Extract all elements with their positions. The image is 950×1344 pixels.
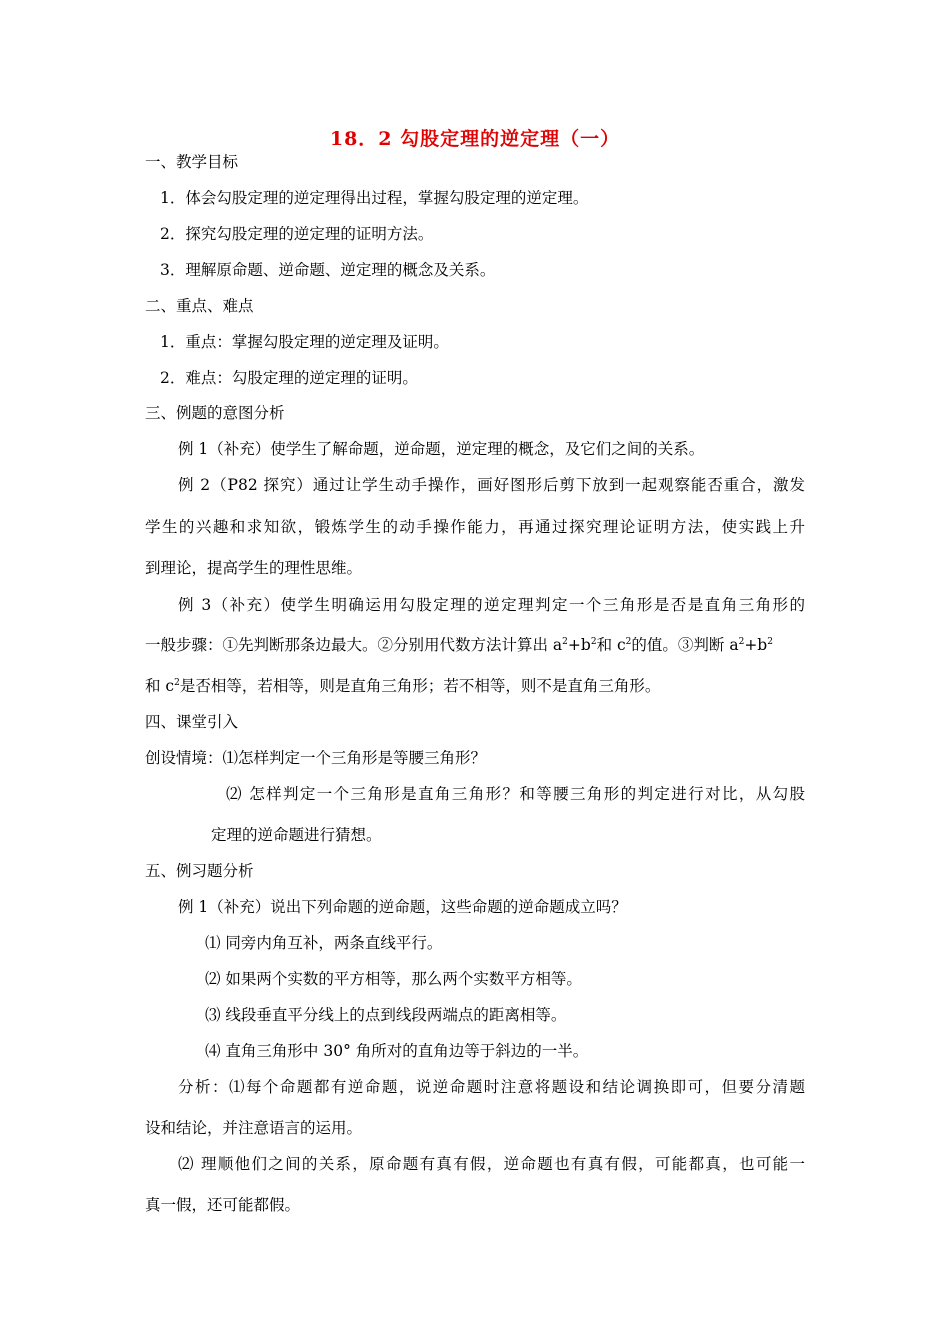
objective-item-1: 1．体会勾股定理的逆定理得出过程，掌握勾股定理的逆定理。	[160, 189, 589, 207]
analysis-line-3: ⑵ 理顺他们之间的关系，原命题有真有假，逆命题也有真有假，可能都真，也可能一	[178, 1155, 805, 1173]
intent-paragraph-2-line-1: 例 2（P82 探究）通过让学生动手操作，画好图形后剪下放到一起观察能否重合，激发	[178, 476, 805, 494]
superscript: 2	[767, 637, 773, 647]
section-heading-objectives: 一、教学目标	[145, 153, 239, 171]
intent-paragraph-3-line-2	[145, 634, 805, 656]
exercise-example-1: 例 1（补充）说出下列命题的逆命题，这些命题的逆命题成立吗？	[178, 898, 627, 916]
section-heading-introduction: 四、课堂引入	[145, 713, 239, 731]
superscript: 2	[625, 637, 632, 647]
section-heading-exercises: 五、例习题分析	[145, 862, 254, 880]
keypoint-item-2: 2．难点：勾股定理的逆定理的证明。	[160, 369, 418, 387]
scenario-line-3: 定理的逆命题进行猜想。	[211, 826, 382, 844]
analysis-line-1: 分析：⑴每个命题都有逆命题，说逆命题时注意将题设和结论调换即可，但要分清题	[178, 1078, 805, 1096]
text-segment: +b	[744, 636, 768, 654]
intent-paragraph-3-line-1: 例 3（补充）使学生明确运用勾股定理的逆定理判定一个三角形是否是直角三角形的	[178, 596, 805, 614]
superscript: 2	[562, 637, 568, 647]
text-segment: 是否相等，若相等，则是直角三角形；若不相等，则不是直角三角形。	[179, 677, 661, 695]
exercise-question-4: ⑷ 直角三角形中 30° 角所对的直角边等于斜边的一半。	[205, 1042, 589, 1060]
intent-paragraph-2-line-3: 到理论，提高学生的理性思维。	[145, 559, 363, 577]
text-segment: 和 c	[596, 636, 626, 654]
objective-item-3: 3．理解原命题、逆命题、逆定理的概念及关系。	[160, 261, 496, 279]
superscript: 2	[590, 637, 597, 647]
text-segment: 一般步骤：①先判断那条边最大。②分别用代数方法计算出 a	[145, 636, 563, 654]
objective-item-2: 2．探究勾股定理的逆定理的证明方法。	[160, 225, 434, 243]
intent-paragraph-1: 例 1（补充）使学生了解命题，逆命题，逆定理的概念，及它们之间的关系。	[178, 440, 705, 458]
exercise-question-3: ⑶ 线段垂直平分线上的点到线段两端点的距离相等。	[205, 1006, 567, 1024]
section-heading-keypoints: 二、重点、难点	[145, 297, 254, 315]
page-title: 18．2 勾股定理的逆定理（一）	[329, 128, 621, 150]
superscript: 2	[738, 637, 745, 647]
text-segment: 的值。③判断 a	[631, 636, 739, 654]
exercise-question-2: ⑵ 如果两个实数的平方相等，那么两个实数平方相等。	[205, 970, 582, 988]
keypoint-item-1: 1．重点：掌握勾股定理的逆定理及证明。	[160, 333, 449, 351]
text-segment: +b	[567, 636, 591, 654]
intent-paragraph-2-line-2: 学生的兴趣和求知欲，锻炼学生的动手操作能力，再通过探究理论证明方法，使实践上升	[145, 518, 805, 536]
scenario-line-2: ⑵ 怎样判定一个三角形是直角三角形？和等腰三角形的判定进行对比，从勾股	[226, 785, 805, 803]
section-heading-example-intent: 三、例题的意图分析	[145, 404, 285, 422]
exercise-question-1: ⑴ 同旁内角互补，两条直线平行。	[205, 934, 443, 952]
text-segment: 和 c	[145, 677, 175, 695]
superscript: 2	[174, 678, 180, 688]
scenario-line-1: 创设情境：⑴怎样判定一个三角形是等腰三角形？	[145, 749, 487, 767]
analysis-line-2: 设和结论，并注意语言的运用。	[145, 1119, 363, 1137]
intent-paragraph-3-line-3	[145, 675, 660, 697]
analysis-line-4: 真一假，还可能都假。	[145, 1196, 301, 1214]
